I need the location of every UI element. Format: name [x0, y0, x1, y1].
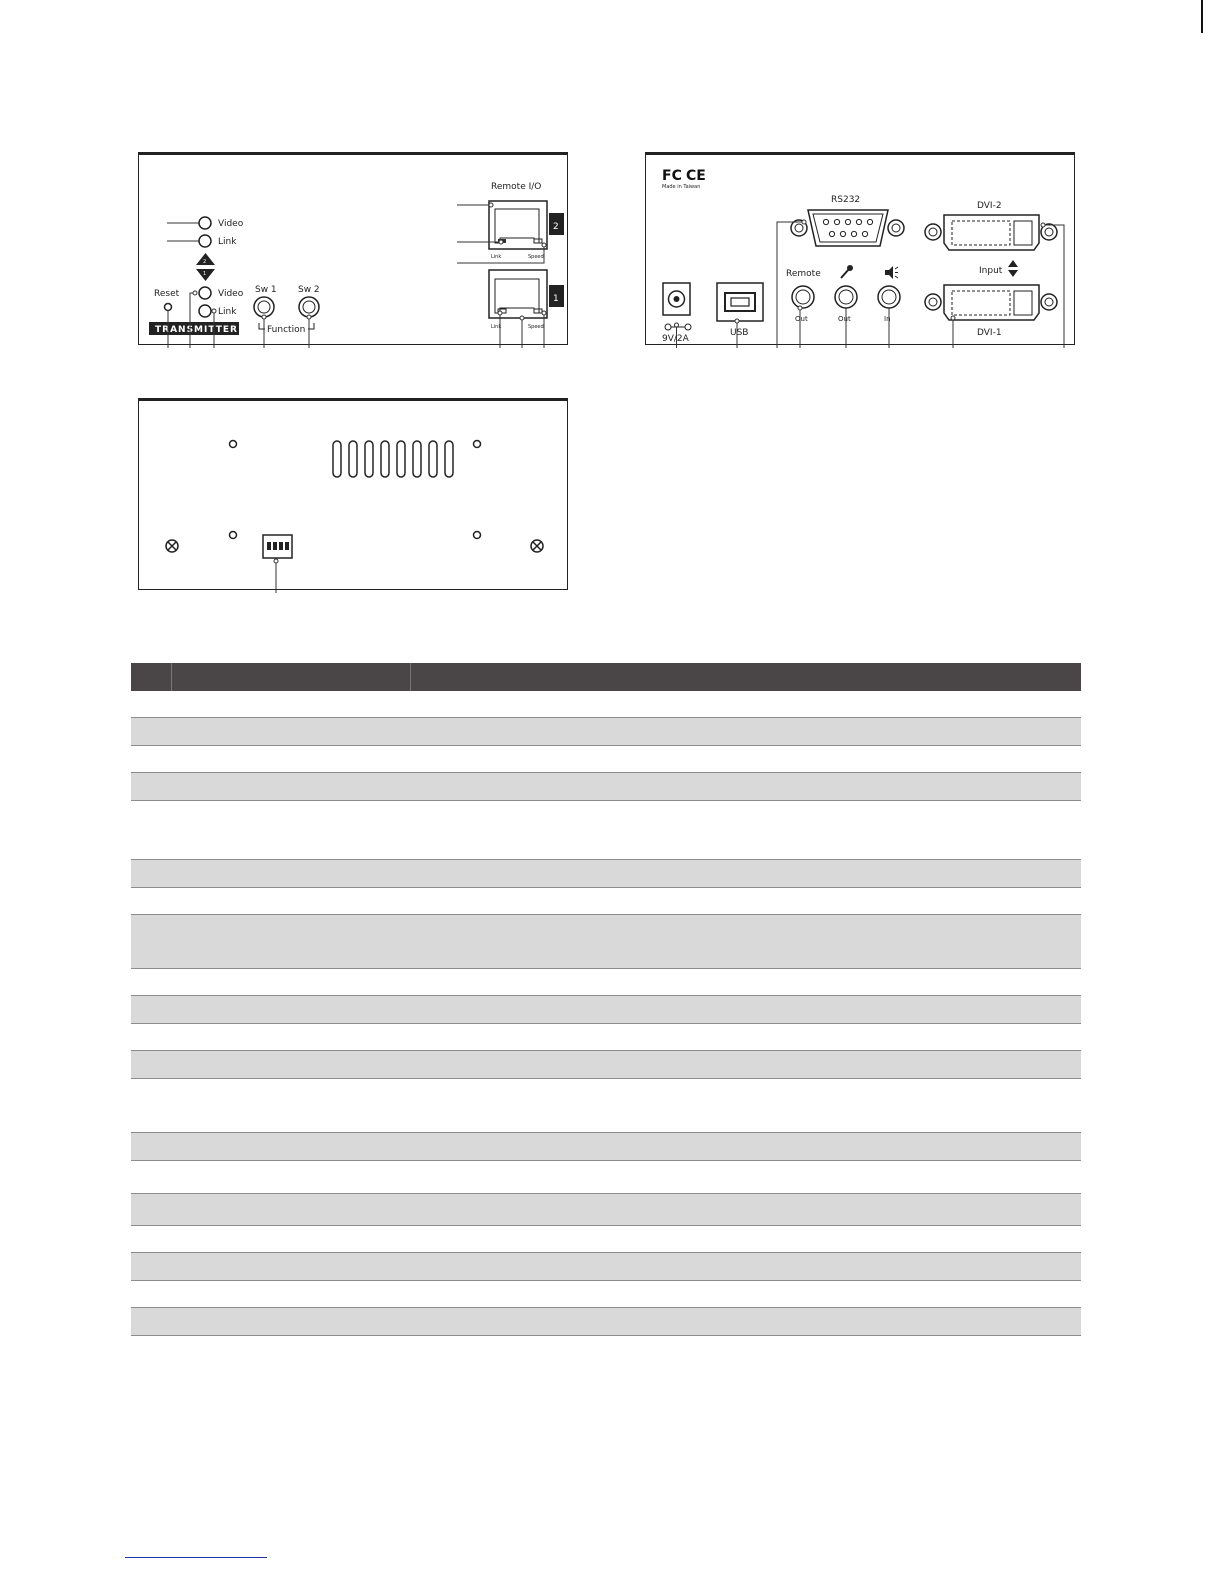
sw2-button[interactable] [299, 297, 319, 317]
input-down-arrow-icon [1008, 270, 1018, 277]
function-label: Function [267, 325, 306, 335]
fcc-mark: FC [662, 168, 682, 184]
spec-table [131, 663, 1081, 1336]
table-cell [411, 915, 1082, 969]
header-col-number [131, 663, 172, 691]
table-cell [131, 1253, 172, 1281]
table-cell [172, 915, 411, 969]
table-row [131, 746, 1081, 773]
table-cell [172, 1024, 411, 1051]
table-cell [131, 1226, 172, 1253]
table-cell [172, 773, 411, 801]
table-row [131, 1194, 1081, 1226]
remote-out-label: Out [795, 315, 808, 323]
port2-link-label: Link [491, 254, 502, 260]
video-led-bottom [199, 287, 211, 299]
screw-icon-right [531, 540, 543, 552]
line-in-jack[interactable] [878, 286, 900, 308]
table-row [131, 801, 1081, 860]
table-cell [411, 1281, 1082, 1308]
table-row [131, 1161, 1081, 1194]
table-cell [131, 746, 172, 773]
ce-mark: CE [686, 168, 706, 184]
table-row [131, 1133, 1081, 1161]
reset-button[interactable] [165, 304, 172, 311]
usb-label: USB [730, 328, 749, 338]
port1-badge: 1 [553, 294, 559, 304]
sw2-label: Sw 2 [298, 285, 320, 295]
table-row [131, 1024, 1081, 1051]
video-led-bottom-label: Video [218, 289, 244, 299]
sw1-label: Sw 1 [255, 285, 277, 295]
transmitter-front-panel [138, 152, 568, 345]
table-cell [411, 1161, 1082, 1194]
sw1-button[interactable] [254, 297, 274, 317]
table-cell [131, 691, 172, 718]
table-cell [172, 996, 411, 1024]
table-row [131, 860, 1081, 888]
table-cell [131, 1281, 172, 1308]
table-cell [411, 801, 1082, 860]
table-cell [172, 691, 411, 718]
video-led-top-label: Video [218, 219, 244, 229]
arrow-up-number: 2 [203, 259, 207, 265]
transmitter-rear-panel [645, 152, 1075, 345]
table-cell [172, 1051, 411, 1079]
link-led-top-label: Link [218, 237, 237, 247]
table-cell [411, 860, 1082, 888]
table-cell [411, 1051, 1082, 1079]
screw-icon-left [166, 540, 178, 552]
table-row [131, 1281, 1081, 1308]
table-cell [411, 1253, 1082, 1281]
table-row [131, 691, 1081, 718]
table-cell [411, 1226, 1082, 1253]
reset-label: Reset [154, 289, 180, 299]
table-cell [172, 1133, 411, 1161]
rj45-port-1[interactable] [489, 270, 547, 318]
remote-label: Remote [786, 269, 821, 279]
rs232-label: RS232 [831, 195, 861, 205]
dip-switch-icon[interactable] [263, 535, 292, 558]
table-cell [131, 1079, 172, 1133]
table-header-row [131, 663, 1081, 691]
table-row [131, 1079, 1081, 1133]
table-cell [131, 801, 172, 860]
table-cell [131, 1308, 172, 1336]
microphone-icon [841, 265, 853, 278]
table-cell [131, 860, 172, 888]
table-cell [411, 996, 1082, 1024]
table-row [131, 969, 1081, 996]
usb-port[interactable] [717, 283, 763, 321]
table-row [131, 1226, 1081, 1253]
link-led-top [199, 235, 211, 247]
table-row [131, 1051, 1081, 1079]
vent-slots [333, 441, 453, 477]
table-cell [411, 773, 1082, 801]
table-row [131, 915, 1081, 969]
dvi2-port[interactable] [925, 215, 1057, 250]
table-cell [172, 1079, 411, 1133]
table-cell [131, 915, 172, 969]
port1-link-label: Link [491, 324, 502, 330]
table-cell [131, 969, 172, 996]
table-cell [411, 1308, 1082, 1336]
input-label: Input [979, 266, 1003, 276]
table-row [131, 718, 1081, 746]
table-cell [411, 969, 1082, 996]
table-row [131, 888, 1081, 915]
table-row [131, 1308, 1081, 1336]
table-cell [172, 888, 411, 915]
table-cell [131, 1161, 172, 1194]
table-cell [172, 1308, 411, 1336]
mount-holes [230, 441, 481, 539]
transmitter-badge: TRANSMITTER [155, 325, 238, 335]
callout-lines-front-left [168, 291, 311, 348]
table-cell [172, 718, 411, 746]
remote-out-jack[interactable] [792, 286, 814, 308]
table-cell [411, 1194, 1082, 1226]
table-cell [131, 1024, 172, 1051]
dvi1-port[interactable] [925, 285, 1057, 320]
line-in-label: In [884, 315, 891, 323]
dvi2-label: DVI-2 [977, 201, 1002, 211]
mic-out-label: Out [838, 315, 851, 323]
table-cell [131, 996, 172, 1024]
header-col-description [411, 663, 1082, 691]
port2-speed-label: Speed [528, 254, 544, 260]
port1-speed-led [534, 309, 542, 313]
input-up-arrow-icon [1008, 260, 1018, 267]
page-edge-rule [1201, 0, 1203, 33]
table-cell [131, 718, 172, 746]
link-led-bottom-label: Link [218, 307, 237, 317]
port1-speed-label: Speed [528, 324, 544, 330]
table-row [131, 996, 1081, 1024]
table-cell [411, 888, 1082, 915]
table-cell [172, 1226, 411, 1253]
port2-speed-led [534, 239, 542, 243]
table-cell [131, 1194, 172, 1226]
table-cell [411, 718, 1082, 746]
rs232-port[interactable] [791, 210, 904, 246]
table-cell [411, 1024, 1082, 1051]
power-jack[interactable] [663, 283, 690, 315]
table-cell [172, 801, 411, 860]
port2-badge: 2 [553, 222, 559, 232]
table-cell [172, 1161, 411, 1194]
table-cell [172, 746, 411, 773]
table-cell [131, 888, 172, 915]
table-cell [172, 969, 411, 996]
table-cell [411, 1079, 1082, 1133]
arrow-down-number: 1 [203, 271, 207, 277]
table-row [131, 773, 1081, 801]
dvi1-label: DVI-1 [977, 328, 1002, 338]
mic-out-jack[interactable] [835, 286, 857, 308]
transmitter-bottom-panel [138, 398, 568, 590]
table-cell [411, 1133, 1082, 1161]
table-cell [172, 860, 411, 888]
table-cell [172, 1253, 411, 1281]
table-cell [131, 773, 172, 801]
table-cell [172, 1281, 411, 1308]
table-row [131, 1253, 1081, 1281]
remote-io-label: Remote I/O [491, 182, 542, 192]
table-cell [131, 1051, 172, 1079]
table-cell [411, 746, 1082, 773]
header-col-name [172, 663, 411, 691]
table-cell [131, 1133, 172, 1161]
speaker-icon [885, 266, 898, 279]
made-in-label: Made in Taiwan [662, 184, 701, 190]
power-label: 9V/2A [662, 334, 689, 344]
table-cell [172, 1194, 411, 1226]
video-led-top [199, 217, 211, 229]
table-cell [411, 691, 1082, 718]
link-led-bottom [199, 305, 211, 317]
footer-link-underline [125, 1557, 267, 1558]
